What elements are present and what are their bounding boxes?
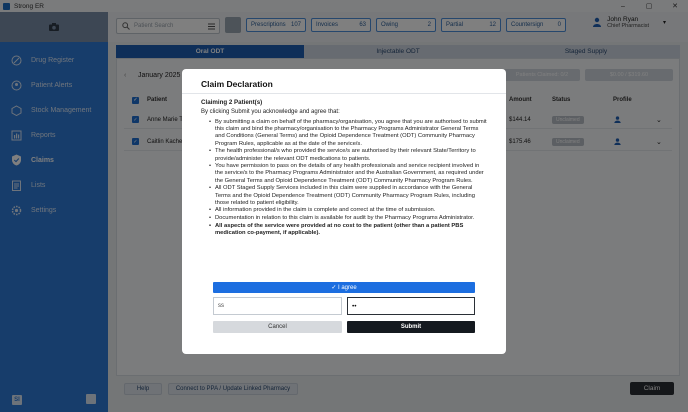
initials-field-1[interactable]: ss [213, 297, 342, 315]
dialog-subtitle: Claiming 2 Patient(s) [201, 99, 263, 106]
declaration-item: • All information provided in the claim is complete and correct at the time of submission. [210, 207, 488, 214]
submit-button[interactable]: Submit [347, 321, 475, 333]
cancel-button[interactable]: Cancel [213, 321, 342, 333]
dialog-intro: By clicking Submit you acknowledge and agree that: [201, 109, 340, 115]
dialog-title: Claim Declaration [201, 79, 273, 89]
declaration-item: • You have permission to pass on the details of any health professionals and service recipient involved in the service/s to the Pharmacy Programs Administrator and the Australian Government, as required under the General Terms and Opioid Dependence Treatment (ODT) Community Pharmacy Program Rules. [210, 163, 488, 185]
declaration-list [210, 119, 488, 238]
claim-declaration-dialog [182, 69, 506, 354]
i-agree-button[interactable]: ✓ I agree [213, 282, 475, 293]
declaration-item: • All ODT Staged Supply Services included in this claim were supplied in accordance with the General Terms and the Opioid Dependence Treatment (ODT) Community Pharmacy Program Rules, including those related to patient eligibility. [210, 185, 488, 207]
declaration-item: • The health professional/s who provided the service/s are authorised by their relevant State/Territory to provide/administer the relevant ODT medications to patients. [210, 148, 488, 162]
declaration-item: • All aspects of the service were provided at no cost to the patient (other than a patient PBS medication co-payment, if applicable). [210, 223, 488, 237]
dialog-divider [182, 93, 506, 94]
initials-field-2[interactable]: •• [347, 297, 475, 315]
declaration-item: • By submitting a claim on behalf of the pharmacy/organisation, you agree that you are authorised to submit this claim and bind the pharmacy/organisation to the Pharmacy Programs Administrator General Terms and Conditions (General Terms) and the Opioid Dependence Treatment (ODT) Community Pharmacy Program Rules, applicable as at the date of the service/s. [210, 119, 488, 148]
declaration-item: • Documentation in relation to this claim is available for audit by the Pharmacy Programs Administrator. [210, 215, 488, 222]
